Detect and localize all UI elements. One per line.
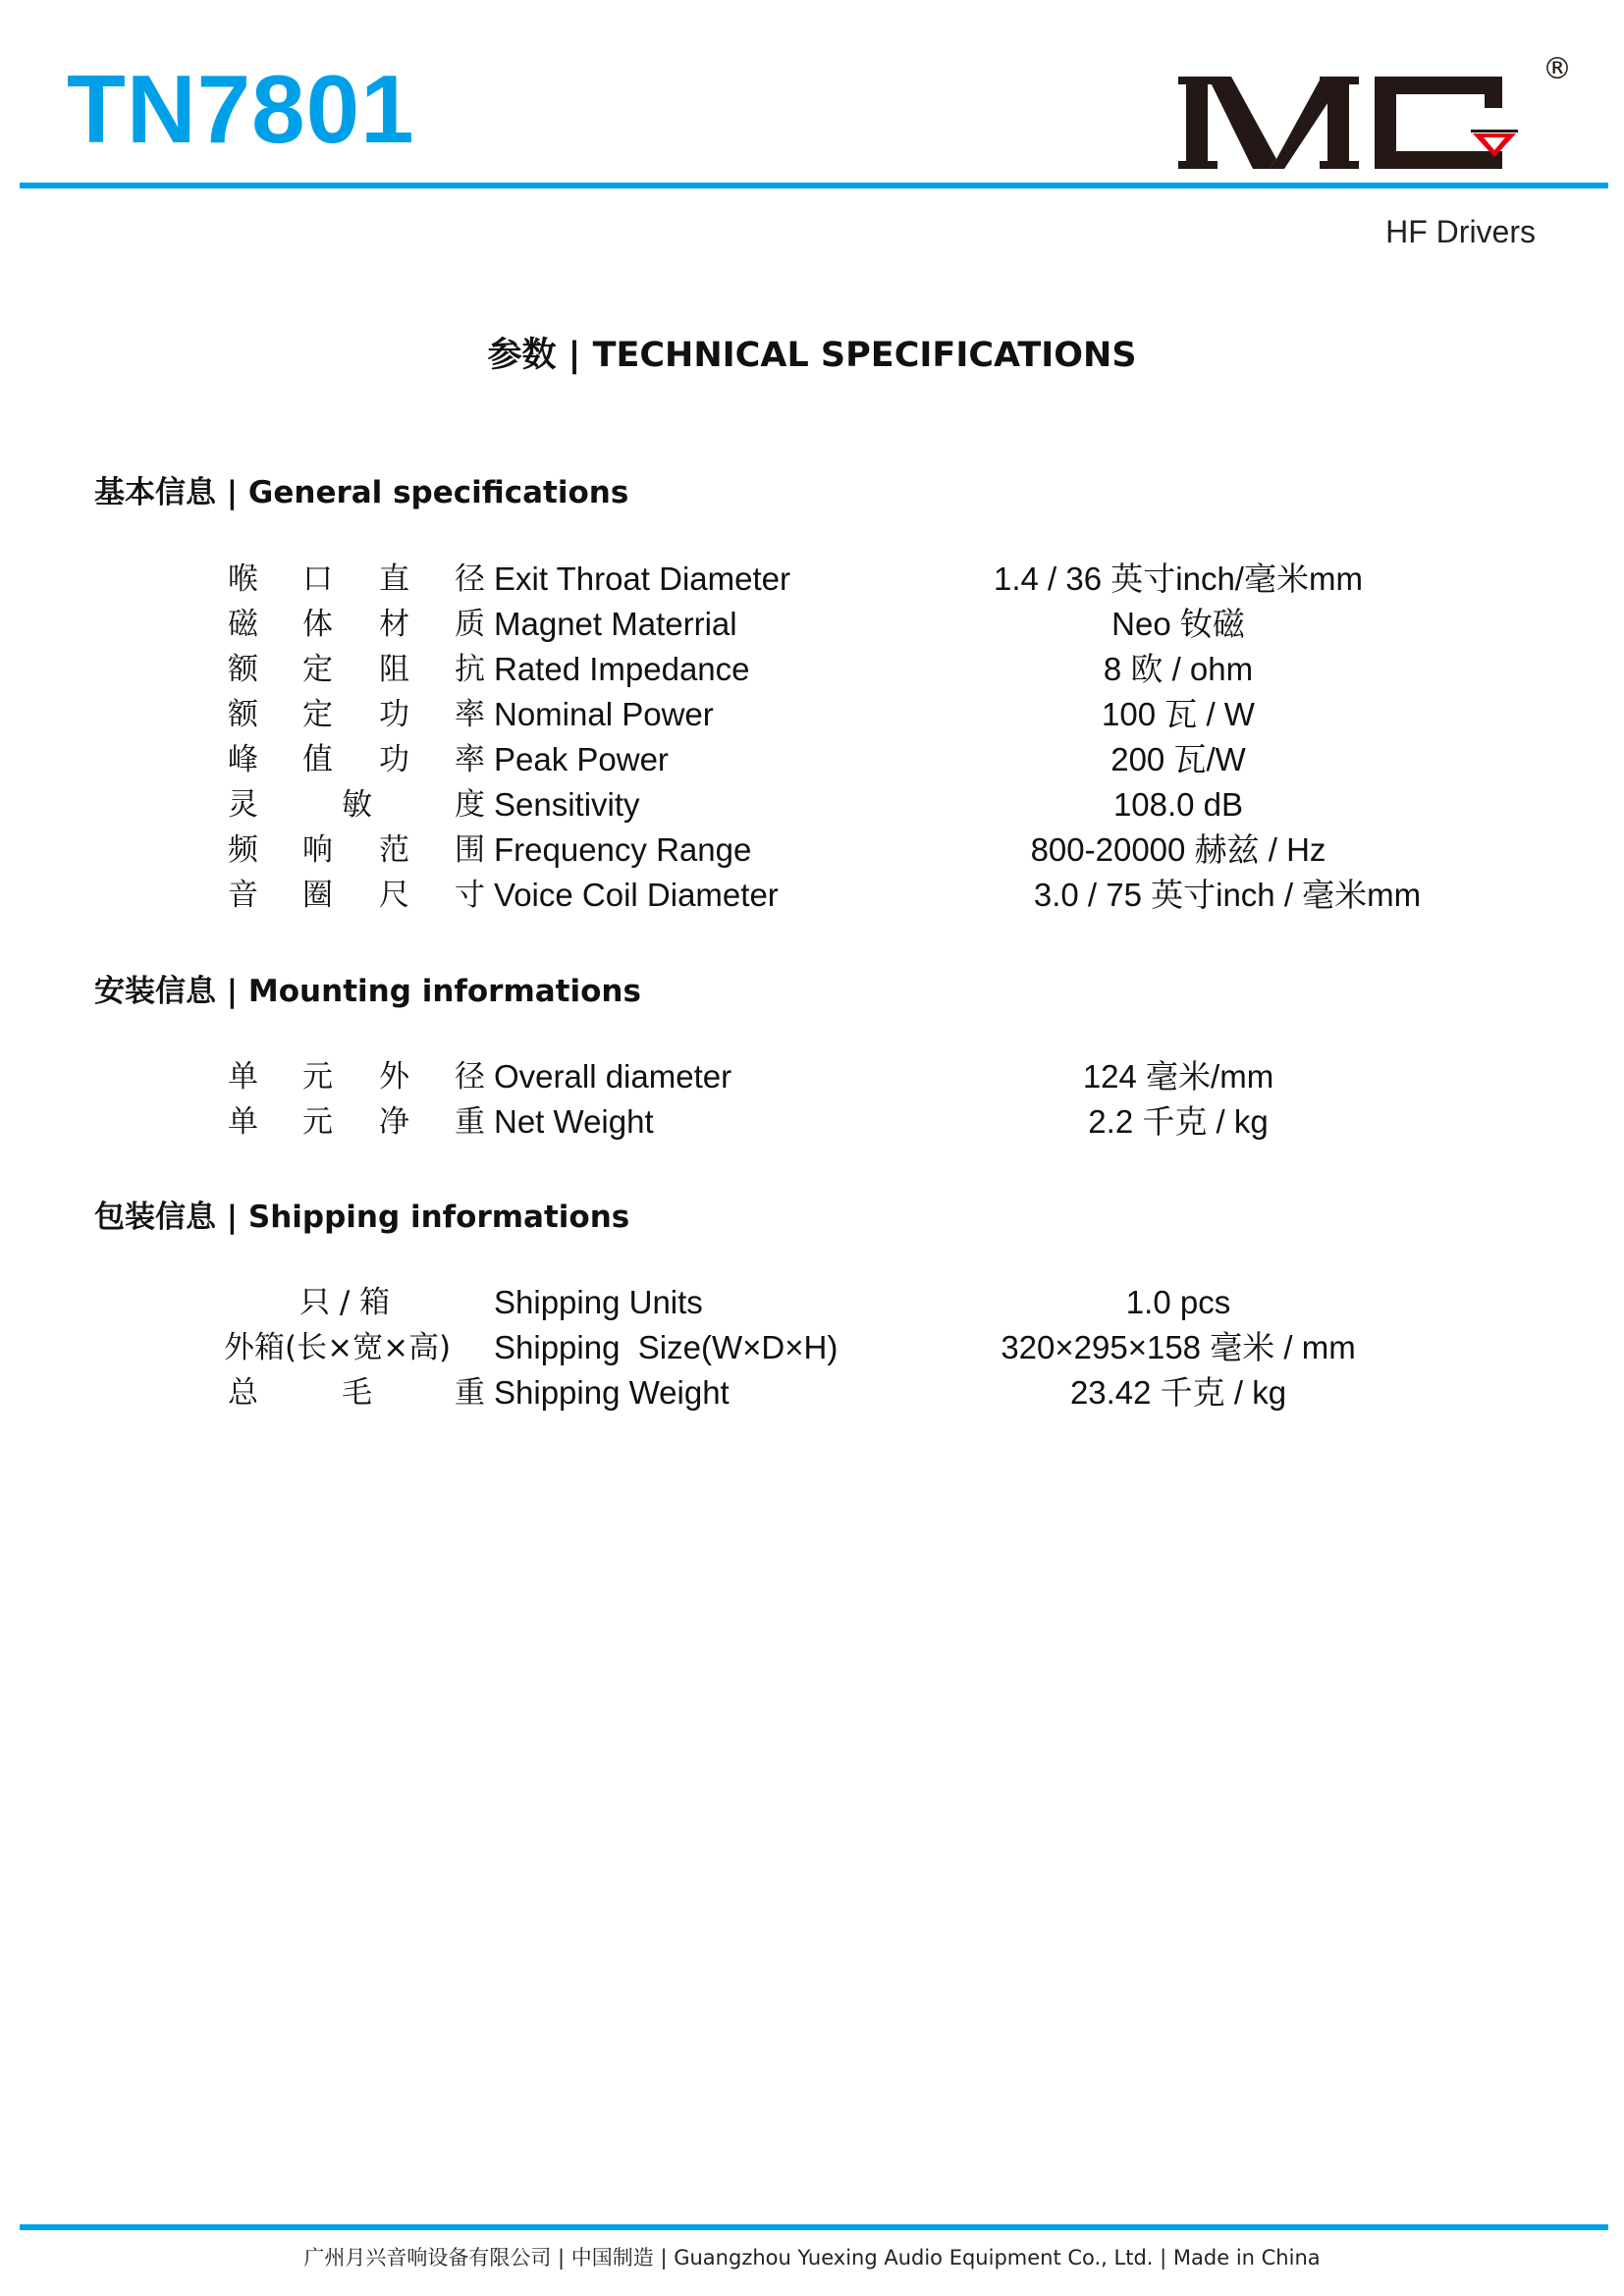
spec-value: 3.0 / 75 英寸inch / 毫米mm — [1033, 877, 1422, 913]
cn-char: 值 — [302, 742, 333, 777]
cn-char: 率 — [455, 697, 485, 732]
cn-char: 单 — [228, 1059, 258, 1095]
spec-value: 1.0 pcs — [1125, 1284, 1231, 1320]
cn-char: 阻 — [379, 652, 409, 687]
spec-label: Magnet Materrial — [494, 606, 737, 642]
spec-label: Shipping Size(W×D×H) — [494, 1329, 839, 1365]
spec-label: Shipping Weight — [494, 1374, 730, 1411]
cn-char: 体 — [302, 607, 333, 642]
spec-row — [0, 1326, 1624, 1369]
spec-row — [0, 783, 1624, 827]
page-title: 参数 | TECHNICAL SPECIFICATIONS — [487, 336, 1137, 375]
cn-char: 径 — [455, 1059, 485, 1095]
cn-char: 功 — [379, 742, 409, 777]
spec-row — [0, 558, 1624, 601]
spec-value: 200 瓦/W — [1110, 741, 1246, 777]
cn-char: 额 — [228, 652, 258, 687]
brand-logo — [1178, 51, 1581, 188]
header-rule — [20, 183, 1608, 188]
cn-char: 只 / 箱 — [299, 1285, 391, 1320]
cn-char: 元 — [302, 1059, 333, 1095]
cn-char: 外 — [379, 1059, 409, 1095]
cn-char: 围 — [455, 832, 485, 868]
spec-row — [0, 1281, 1624, 1324]
cn-char: 抗 — [455, 652, 485, 687]
cn-char: 重 — [455, 1104, 485, 1140]
cn-char: 重 — [455, 1375, 485, 1411]
spec-label: Nominal Power — [494, 696, 714, 732]
spec-row — [0, 693, 1624, 736]
spec-label: Voice Coil Diameter — [494, 877, 779, 913]
spec-value: 8 欧 / ohm — [1103, 651, 1254, 687]
spec-value: 2.2 千克 / kg — [1088, 1103, 1269, 1140]
product-category: HF Drivers — [1385, 214, 1536, 249]
cn-char: 径 — [455, 561, 485, 597]
spec-label: Overall diameter — [494, 1058, 732, 1095]
cn-char: 额 — [228, 697, 258, 732]
cn-char: 尺 — [379, 878, 409, 913]
cn-char: 净 — [379, 1104, 409, 1140]
spec-label: Peak Power — [494, 741, 669, 777]
section-heading-shipping: 包装信息 | Shipping informations — [94, 1200, 630, 1235]
spec-row — [0, 1100, 1624, 1144]
spec-value: Neo 钕磁 — [1111, 606, 1245, 642]
cn-char: 定 — [302, 697, 333, 732]
logo-letter-g — [1375, 77, 1502, 169]
spec-value: 124 毫米/mm — [1082, 1058, 1274, 1095]
cn-char: 元 — [302, 1104, 333, 1140]
spec-row — [0, 1055, 1624, 1098]
spec-value: 800-20000 赫兹 / Hz — [1030, 831, 1326, 868]
cn-char: 音 — [228, 878, 258, 913]
spec-label: Rated Impedance — [494, 651, 750, 687]
cn-char: 质 — [455, 607, 485, 642]
cn-char: 口 — [302, 561, 333, 597]
cn-char: 度 — [455, 787, 485, 823]
cn-char: 单 — [228, 1104, 258, 1140]
cn-char: 磁 — [228, 607, 258, 642]
cn-char: 总 — [228, 1375, 258, 1411]
cn-char: 范 — [379, 832, 409, 868]
logo-letter-m — [1178, 77, 1359, 169]
spec-row — [0, 738, 1624, 781]
spec-row — [0, 874, 1624, 917]
footer-rule — [20, 2224, 1608, 2230]
spec-label: Net Weight — [494, 1103, 654, 1140]
spec-row — [0, 828, 1624, 872]
cn-char: 毛 — [342, 1375, 372, 1411]
footer-text: 广州月兴音响设备有限公司 | 中国制造 | Guangzhou Yuexing Audio Equipment Co., Ltd. | Made in China — [303, 2246, 1321, 2269]
cn-char: 圈 — [302, 878, 333, 913]
spec-label: Sensitivity — [494, 786, 640, 823]
spec-label: Shipping Units — [494, 1284, 703, 1320]
cn-char: 定 — [302, 652, 333, 687]
cn-char: 率 — [455, 742, 485, 777]
registered-mark: ® — [1543, 52, 1572, 86]
cn-char: 响 — [302, 832, 333, 868]
section-heading-mounting: 安装信息 | Mounting informations — [94, 974, 641, 1009]
model-number: TN7801 — [67, 55, 415, 163]
spec-value: 320×295×158 毫米 / mm — [1001, 1329, 1356, 1365]
cn-char: 功 — [379, 697, 409, 732]
spec-label: Exit Throat Diameter — [494, 561, 790, 597]
spec-row — [0, 648, 1624, 691]
cn-char: 材 — [379, 607, 409, 642]
spec-value: 23.42 千克 / kg — [1069, 1374, 1287, 1411]
cn-char: 频 — [228, 832, 258, 868]
cn-char: 外箱(长×宽×高) — [224, 1330, 452, 1365]
section-heading-general: 基本信息 | General specifications — [94, 475, 629, 510]
spec-value: 100 瓦 / W — [1102, 696, 1255, 732]
spec-label: Frequency Range — [494, 831, 752, 868]
cn-char: 喉 — [228, 561, 258, 597]
spec-row — [0, 1371, 1624, 1415]
cn-char: 灵 — [228, 787, 258, 823]
cn-char: 敏 — [342, 787, 372, 823]
cn-char: 直 — [379, 561, 409, 597]
cn-char: 寸 — [455, 878, 485, 913]
spec-value: 108.0 dB — [1112, 786, 1244, 823]
spec-row — [0, 603, 1624, 646]
cn-char: 峰 — [228, 742, 258, 777]
spec-value: 1.4 / 36 英寸inch/毫米mm — [994, 561, 1363, 597]
